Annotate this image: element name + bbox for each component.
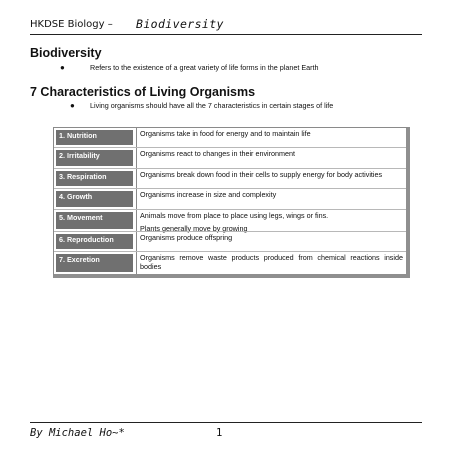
bullet-biodiversity-text: Refers to the existence of a great variety of life forms in the planet Earth [90, 63, 319, 72]
characteristic-description [136, 252, 406, 274]
characteristic-name: 3. Respiration [56, 171, 133, 186]
page-footer [30, 422, 422, 441]
bullet-characteristics-text: Living organisms should have all the 7 characteristics in certain stages of life [90, 101, 334, 110]
characteristic-description [136, 169, 406, 188]
bullet-dot-icon: ● [70, 101, 75, 110]
characteristic-description [136, 128, 406, 147]
characteristic-name: 1. Nutrition [56, 130, 133, 145]
page-header [30, 16, 422, 35]
table-row [54, 147, 406, 168]
characteristics-table [53, 127, 410, 278]
characteristic-name: 6. Reproduction [56, 234, 133, 249]
bullet-dot-icon: ● [60, 63, 65, 72]
footer-author: By Michael Ho~* [30, 427, 125, 439]
characteristic-description [136, 148, 406, 168]
table-row [54, 188, 406, 209]
table-row [54, 251, 406, 274]
description-text: Organisms increase in size and complexity [140, 190, 277, 199]
table-row [54, 231, 406, 251]
page-number: 1 [216, 427, 223, 439]
table-row [54, 168, 406, 188]
characteristic-name: 5. Movement [56, 212, 133, 229]
characteristic-description [136, 210, 406, 231]
description-note: Plants generally move by growing [140, 224, 248, 233]
description-text: Organisms break down food in their cells to supply energy for body activities [140, 170, 383, 179]
characteristic-description [136, 232, 406, 251]
description-text: Animals move from place to place using legs, wings or fins. [140, 211, 329, 220]
characteristic-name: 7. Excretion [56, 254, 133, 272]
table-row [54, 209, 406, 231]
characteristic-name: 2. Irritability [56, 150, 133, 166]
header-subject: Biodiversity [136, 17, 224, 31]
header-course: HKDSE Biology – [30, 19, 113, 30]
characteristic-name: 4. Growth [56, 191, 133, 207]
table-row [54, 128, 406, 147]
description-text: Organisms take in food for energy and to maintain life [140, 129, 311, 138]
description-text: Organisms react to changes in their environment [140, 149, 296, 158]
characteristic-description [136, 189, 406, 209]
heading-biodiversity: Biodiversity [30, 46, 102, 60]
description-text: Organisms remove waste products produced from chemical reactions inside bodies [140, 253, 403, 271]
heading-characteristics: 7 Characteristics of Living Organisms [30, 85, 256, 99]
description-text: Organisms produce offspring [140, 233, 233, 242]
